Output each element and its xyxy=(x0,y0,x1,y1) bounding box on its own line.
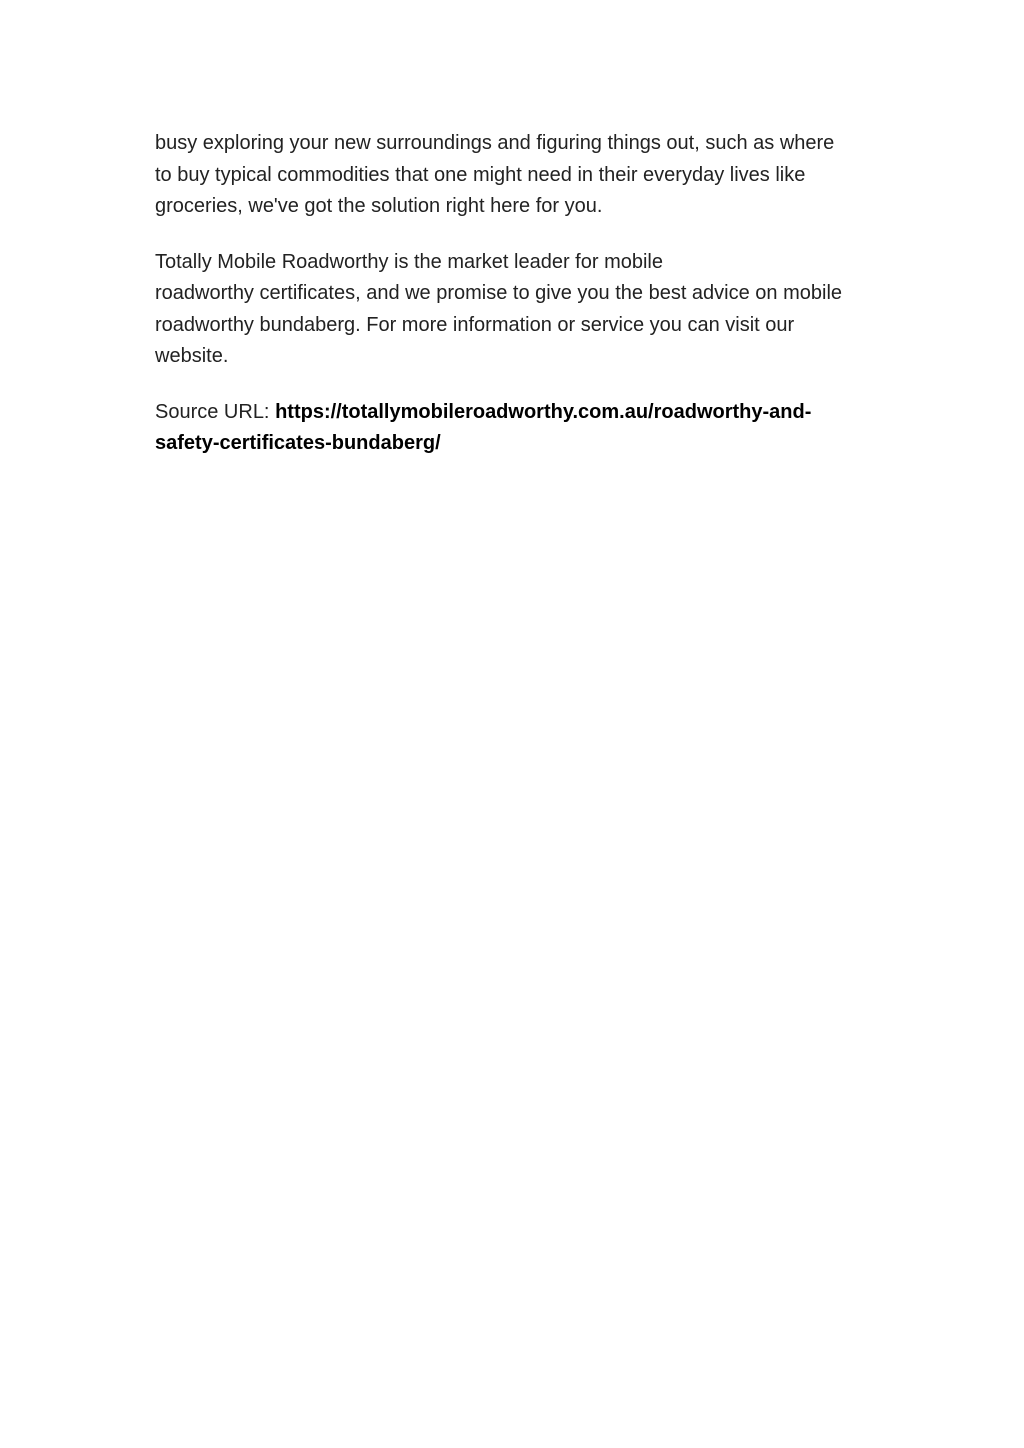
source-url-block xyxy=(155,397,875,460)
text-line: website. xyxy=(155,345,229,367)
source-line xyxy=(155,397,875,429)
text-line: Totally Mobile Roadworthy is the market leader for mobile xyxy=(155,250,663,273)
text-line: to buy typical commodities that one might need in their everyday lives like xyxy=(155,163,806,186)
text-line: busy exploring your new surroundings and figuring things out, such as where xyxy=(155,132,835,154)
text-line: groceries, we've got the solution right here for you. xyxy=(155,195,603,217)
source-label: Source URL: xyxy=(155,400,276,423)
source-url-link-continued[interactable]: safety-certificates-bundaberg/ xyxy=(155,432,441,454)
text-line: roadworthy certificates, and we promise to give you the best advice on mobile xyxy=(155,282,843,304)
source-url-link[interactable]: https://totallymobileroadworthy.com.au/roadworthy-and- xyxy=(275,400,812,423)
paragraph-intro xyxy=(155,128,875,223)
text-line: roadworthy bundaberg. For more information or service you can visit our xyxy=(155,313,795,336)
paragraph-company xyxy=(155,247,875,373)
document-body xyxy=(155,128,875,460)
